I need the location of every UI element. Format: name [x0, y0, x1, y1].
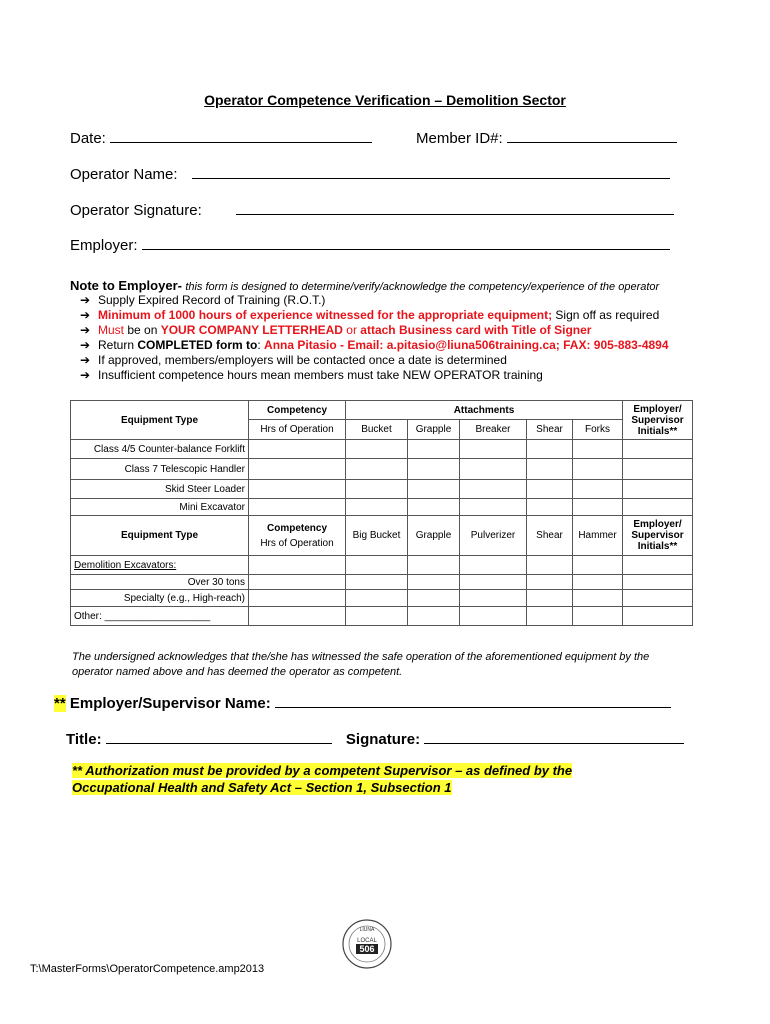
hammer-cell[interactable]: [573, 575, 623, 590]
required-stars: **: [54, 695, 66, 712]
big-bucket-cell[interactable]: [346, 607, 408, 626]
logo-text-mid: LOCAL: [357, 938, 377, 944]
table-row: [71, 607, 693, 626]
operator-signature-field: [70, 200, 674, 219]
authorization-note: [72, 762, 572, 796]
equipment-name: Class 7 Telescopic Handler: [71, 459, 249, 480]
grapple-cell[interactable]: [408, 575, 460, 590]
hrs-cell[interactable]: [249, 556, 346, 575]
arrow-right-icon: ➔: [80, 323, 91, 337]
attachment-col: Shear: [527, 420, 573, 440]
initials-cell[interactable]: [623, 480, 693, 499]
equipment-name: Class 4/5 Counter-balance Forklift: [71, 440, 249, 459]
table-row: [71, 590, 693, 607]
pulverizer-cell[interactable]: [460, 556, 527, 575]
initials-cell[interactable]: [623, 499, 693, 516]
title-blank[interactable]: [106, 729, 332, 744]
initials-cell[interactable]: [623, 575, 693, 590]
forks-cell[interactable]: [573, 440, 623, 459]
pulverizer-cell[interactable]: [460, 575, 527, 590]
operator-signature-blank[interactable]: [236, 200, 674, 215]
note-bullet-item: [80, 353, 669, 368]
operator-signature-label: Operator Signature:: [70, 202, 202, 219]
initials-cell[interactable]: [623, 440, 693, 459]
note-bullet-item: [80, 293, 669, 308]
equipment-type-header: Equipment Type: [71, 401, 249, 440]
arrow-right-icon: ➔: [80, 338, 91, 352]
employer-field: [70, 235, 670, 254]
footer-file-path: T:\MasterForms\OperatorCompetence.amp2013: [30, 963, 265, 975]
table-row: [71, 440, 693, 459]
bullet-text: be on: [124, 323, 161, 337]
other-label[interactable]: Other: ___________________: [71, 607, 249, 626]
forks-cell[interactable]: [573, 499, 623, 516]
bullet-text: or: [342, 323, 361, 337]
employer-label: Employer:: [70, 237, 138, 254]
grapple-cell[interactable]: [408, 459, 460, 480]
table-row: [71, 459, 693, 480]
pulverizer-cell[interactable]: [460, 607, 527, 626]
bullet-text: COMPLETED form to: [137, 338, 258, 352]
shear-cell[interactable]: [527, 556, 573, 575]
shear-cell[interactable]: [527, 480, 573, 499]
hrs-cell[interactable]: [249, 607, 346, 626]
hrs-cell[interactable]: [249, 575, 346, 590]
attachments-header: Attachments: [346, 401, 623, 420]
bullet-text: Sign off as required: [552, 308, 660, 322]
grapple-cell[interactable]: [408, 607, 460, 626]
hrs-cell[interactable]: [249, 480, 346, 499]
member-id-field: [416, 128, 677, 147]
arrow-right-icon: ➔: [80, 308, 91, 322]
breaker-cell[interactable]: [460, 459, 527, 480]
shear-cell[interactable]: [527, 459, 573, 480]
bullet-text: Must: [98, 323, 125, 337]
shear-cell[interactable]: [527, 575, 573, 590]
grapple-cell[interactable]: [408, 556, 460, 575]
hammer-cell[interactable]: [573, 607, 623, 626]
title-label: Title:: [66, 731, 102, 748]
hrs-cell[interactable]: [249, 590, 346, 607]
title-signature-row: [66, 729, 684, 748]
operator-name-blank[interactable]: [192, 164, 670, 179]
bucket-cell[interactable]: [346, 440, 408, 459]
bullet-text: Supply Expired Record of Training (R.O.T.): [98, 293, 326, 307]
hrs-cell[interactable]: [249, 459, 346, 480]
bullet-text: Anna Pitasio - Email: a.pitasio@liuna506training.ca; FAX: 905-883-4894: [264, 338, 669, 352]
bullet-text: Insufficient competence hours mean members must take NEW OPERATOR training: [98, 368, 543, 382]
liuna-506-logo-icon: [341, 918, 393, 970]
big-bucket-cell[interactable]: [346, 575, 408, 590]
signature-blank[interactable]: [424, 729, 684, 744]
note-bullets: [80, 293, 669, 383]
initials-cell[interactable]: [623, 590, 693, 607]
grapple-cell[interactable]: [408, 499, 460, 516]
shear-cell[interactable]: [527, 590, 573, 607]
note-description: this form is designed to determine/verify/acknowledge the competency/experience of the operator: [185, 281, 660, 293]
initials-cell[interactable]: [623, 556, 693, 575]
member-id-label: Member ID#:: [416, 130, 503, 147]
attachment-col: Grapple: [408, 420, 460, 440]
forks-cell[interactable]: [573, 459, 623, 480]
attachment-col: Shear: [527, 516, 573, 556]
grapple-cell[interactable]: [408, 480, 460, 499]
note-to-employer: [70, 278, 659, 293]
supervisor-name-blank[interactable]: [275, 693, 671, 708]
employer-blank[interactable]: [142, 235, 670, 250]
equipment-name: Specialty (e.g., High-reach): [71, 590, 249, 607]
breaker-cell[interactable]: [460, 499, 527, 516]
bullet-text: Return: [98, 338, 138, 352]
acknowledgement-statement: The undersigned acknowledges that the/she has witnessed the safe operation of the aforementioned equipment by the operator named above and has deemed the operator as competent.: [72, 651, 650, 678]
big-bucket-cell[interactable]: [346, 556, 408, 575]
initials-cell[interactable]: [623, 459, 693, 480]
shear-cell[interactable]: [527, 440, 573, 459]
hammer-cell[interactable]: [573, 590, 623, 607]
demolition-excavators-label: Demolition Excavators:: [71, 556, 249, 575]
initials-header: Employer/ Supervisor Initials**: [623, 401, 693, 440]
forks-cell[interactable]: [573, 480, 623, 499]
date-label: Date:: [70, 130, 106, 147]
hrs-cell[interactable]: [249, 440, 346, 459]
supervisor-name-label: Employer/Supervisor Name:: [69, 695, 271, 712]
arrow-right-icon: ➔: [80, 368, 91, 382]
hrs-header: Hrs of Operation: [249, 420, 346, 440]
logo-text-num: 506: [359, 944, 375, 954]
signature-label: Signature:: [345, 731, 421, 748]
bucket-cell[interactable]: [346, 499, 408, 516]
arrow-right-icon: ➔: [80, 353, 91, 367]
competency-header: Competency: [249, 401, 346, 420]
attachment-col: Big Bucket: [346, 516, 408, 556]
competency-label: Competency: [266, 522, 327, 534]
page-title: Operator Competence Verification – Demolition Sector: [204, 92, 566, 108]
hrs-cell[interactable]: [249, 499, 346, 516]
big-bucket-cell[interactable]: [346, 590, 408, 607]
breaker-cell[interactable]: [460, 440, 527, 459]
member-id-blank[interactable]: [507, 128, 677, 143]
attachment-col: Breaker: [460, 420, 527, 440]
shear-cell[interactable]: [527, 607, 573, 626]
bucket-cell[interactable]: [346, 480, 408, 499]
bullet-text: If approved, members/employers will be contacted once a date is determined: [98, 353, 507, 367]
table-row: [71, 556, 693, 575]
note-bullet-item: [80, 323, 669, 338]
shear-cell[interactable]: [527, 499, 573, 516]
grapple-cell[interactable]: [408, 590, 460, 607]
bucket-cell[interactable]: [346, 459, 408, 480]
equipment-name: Skid Steer Loader: [71, 480, 249, 499]
note-bullet-item: [80, 308, 669, 323]
table-row: [71, 499, 693, 516]
equipment-table-1: [70, 400, 693, 626]
table-row: [71, 480, 693, 499]
operator-name-label: Operator Name:: [70, 166, 178, 183]
note-lead: Note to Employer-: [70, 278, 182, 293]
hammer-cell[interactable]: [573, 556, 623, 575]
bullet-text: attach Business card with Title of Signer: [360, 323, 592, 337]
attachment-col: Grapple: [408, 516, 460, 556]
breaker-cell[interactable]: [460, 480, 527, 499]
logo-text-top: LIUNA: [359, 927, 375, 933]
equipment-name: Over 30 tons: [71, 575, 249, 590]
hrs-label: Hrs of Operation: [260, 537, 334, 549]
initials-header: Employer/ Supervisor Initials**: [623, 516, 693, 556]
pulverizer-cell[interactable]: [460, 590, 527, 607]
table-row: [71, 575, 693, 590]
attachment-col: Bucket: [346, 420, 408, 440]
initials-cell[interactable]: [623, 607, 693, 626]
bullet-text: Minimum of 1000 hours of experience witnessed for the appropriate equipment;: [98, 308, 553, 322]
competency-header: [249, 516, 346, 556]
arrow-right-icon: ➔: [80, 293, 91, 307]
bullet-text: :: [257, 338, 265, 352]
authorization-line-1: ** Authorization must be provided by a competent Supervisor – as defined by the: [72, 763, 573, 778]
note-bullet-item: [80, 338, 669, 353]
date-field: [70, 128, 372, 147]
date-blank[interactable]: [110, 128, 372, 143]
equipment-name: Mini Excavator: [71, 499, 249, 516]
attachment-col: Pulverizer: [460, 516, 527, 556]
attachment-col: Hammer: [573, 516, 623, 556]
bullet-text: YOUR COMPANY LETTERHEAD: [160, 323, 343, 337]
attachment-col: Forks: [573, 420, 623, 440]
grapple-cell[interactable]: [408, 440, 460, 459]
equipment-type-header: Equipment Type: [71, 516, 249, 556]
operator-name-field: [70, 164, 670, 183]
authorization-line-2: Occupational Health and Safety Act – Section 1, Subsection 1: [72, 780, 452, 795]
supervisor-name-field: [54, 693, 671, 712]
note-bullet-item: [80, 368, 669, 383]
